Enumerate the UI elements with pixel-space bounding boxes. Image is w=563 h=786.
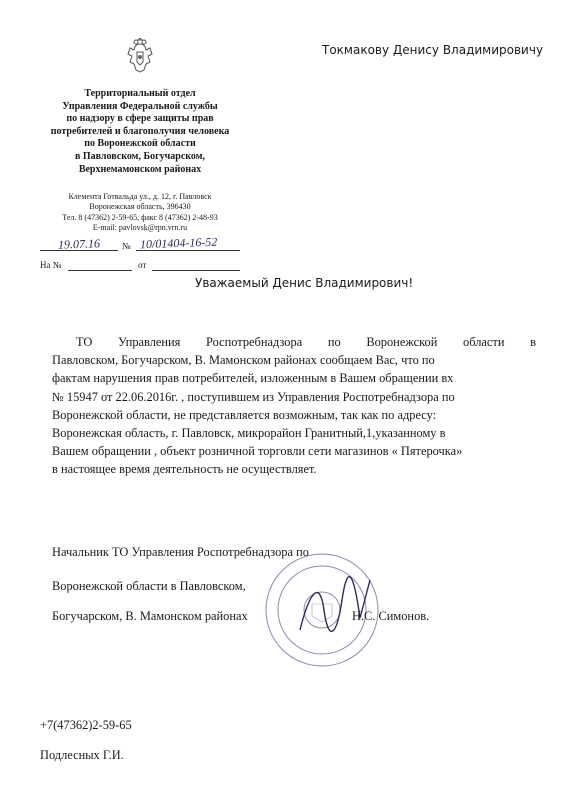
body-line: Воронежской области, не представляется возможным, так как по адресу:: [52, 407, 437, 422]
executor-name: Подлесных Г.И.: [40, 748, 124, 762]
organization-header: [40, 88, 240, 176]
address-line: E-mail: pavlovsk@rpn.vrn.ru: [92, 222, 188, 232]
coat-of-arms-emblem: [124, 38, 156, 76]
number-label: №: [122, 241, 131, 251]
address-line: Воронежская область, 396430: [89, 202, 191, 212]
body-line: № 15947 от 22.06.2016г. , поступившем из Управления Роспотребнадзора по: [52, 389, 455, 404]
registration-line: [40, 236, 240, 256]
body-line: Воронежская область, г. Павловск, микрорайон Гранитный,1,указанному в: [52, 426, 446, 441]
address-line: Тел. 8 (47362) 2-59-65, факс 8 (47362) 2-48-93: [62, 212, 218, 222]
body-line: Павловском, Богучарском, В. Мамонском районах сообщаем Вас, что по: [52, 353, 435, 368]
signature-title-line: Богучарском, В. Мамонском районах: [52, 609, 248, 623]
body-line: фактам нарушения прав потребителей, изложенным в Вашем обращении вх: [52, 371, 454, 386]
executor-phone: +7(47362)2-59-65: [40, 718, 132, 732]
salutation: Уважаемый Денис Владимирович!: [195, 276, 414, 290]
reference-number-underline: [68, 270, 132, 271]
body-line: ТО Управления Роспотребнадзора по Воронежской области в: [76, 335, 536, 349]
reference-line: [40, 260, 240, 274]
handwritten-number: 10/01404-16-52: [139, 234, 218, 252]
org-line: по надзору в сфере защиты прав: [66, 113, 214, 125]
handwritten-signature: [290, 570, 380, 640]
org-line: по Воронежской области: [84, 138, 196, 150]
body-line: в настоящее время деятельность не осуществляет.: [52, 462, 317, 477]
organization-address: [40, 192, 240, 233]
address-line: Клемента Готвальда ул., д. 12, г. Павловск: [68, 192, 212, 201]
org-line: Управления Федеральной службы: [62, 100, 218, 112]
reference-from-label: от: [138, 260, 147, 270]
signature-title-line: Начальник ТО Управления Роспотребнадзора по: [52, 545, 309, 559]
org-line: в Павловском, Богучарском,: [74, 150, 206, 162]
org-line: Территориальный отдел: [84, 88, 196, 99]
letter-body: [52, 333, 536, 479]
reference-date-underline: [152, 270, 240, 271]
signatory-name: Н.С. Симонов.: [352, 609, 430, 623]
org-line: потребителей и благополучия человека: [50, 125, 230, 137]
reference-label: На №: [40, 260, 62, 270]
org-line: Верхнемамонском районах: [78, 163, 202, 175]
body-line: Вашем обращении , объект розничной торговли сети магазинов « Пятерочка»: [52, 444, 463, 459]
signature-title-line: Воронежской области в Павловском,: [52, 579, 246, 593]
handwritten-date: 19.07.16: [57, 236, 101, 252]
recipient-name: Токмакову Денису Владимировичу: [322, 43, 544, 57]
